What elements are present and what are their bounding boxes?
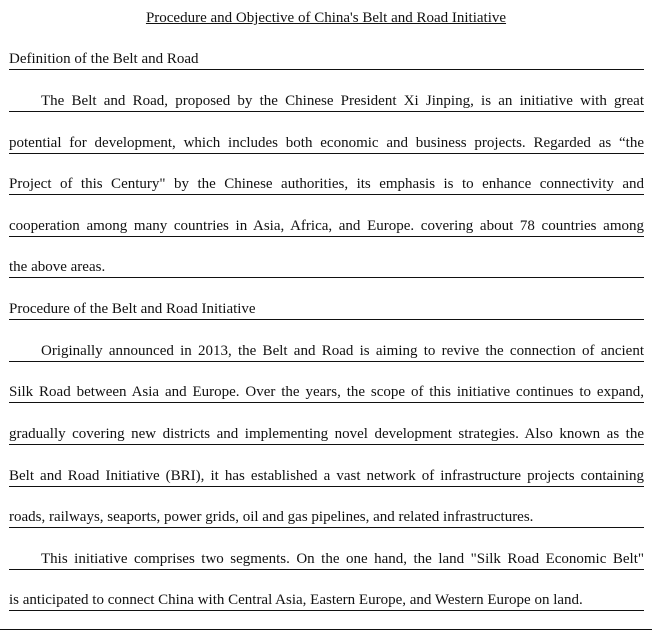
paragraph-line: roads, railways, seaports, power grids, oil and gas pipelines, and related infrastructures.: [9, 507, 644, 528]
paragraph-line: This initiative comprises two segments. On the one hand, the land "Silk Road Economic Belt": [9, 549, 644, 570]
paragraph-line: Originally announced in 2013, the Belt and Road is aiming to revive the connection of ancient: [9, 341, 644, 362]
paragraph-line: is anticipated to connect China with Central Asia, Eastern Europe, and Western Europe on land.: [9, 590, 644, 611]
page-bottom-rule: [0, 629, 652, 630]
paragraph-line: Silk Road between Asia and Europe. Over the years, the scope of this initiative continues to expand,: [9, 382, 644, 403]
paragraph-line: Belt and Road Initiative (BRI), it has established a vast network of infrastructure projects containing: [9, 466, 644, 487]
section-heading-definition: Definition of the Belt and Road: [9, 49, 644, 70]
paragraph-line: the above areas.: [9, 257, 644, 278]
paragraph-line: The Belt and Road, proposed by the Chinese President Xi Jinping, is an initiative with great: [9, 91, 644, 112]
paragraph-line: potential for development, which includes both economic and business projects. Regarded as “the: [9, 133, 644, 154]
document-title: Procedure and Objective of China's Belt and Road Initiative: [145, 10, 507, 26]
section-heading-procedure: Procedure of the Belt and Road Initiative: [9, 299, 644, 320]
paragraph-line: Project of this Century" by the Chinese authorities, its emphasis is to enhance connectivity and: [9, 174, 644, 195]
paragraph-line: cooperation among many countries in Asia, Africa, and Europe. covering about 78 countries among: [9, 216, 644, 237]
paragraph-line: gradually covering new districts and implementing novel development strategies. Also known as the: [9, 424, 644, 445]
